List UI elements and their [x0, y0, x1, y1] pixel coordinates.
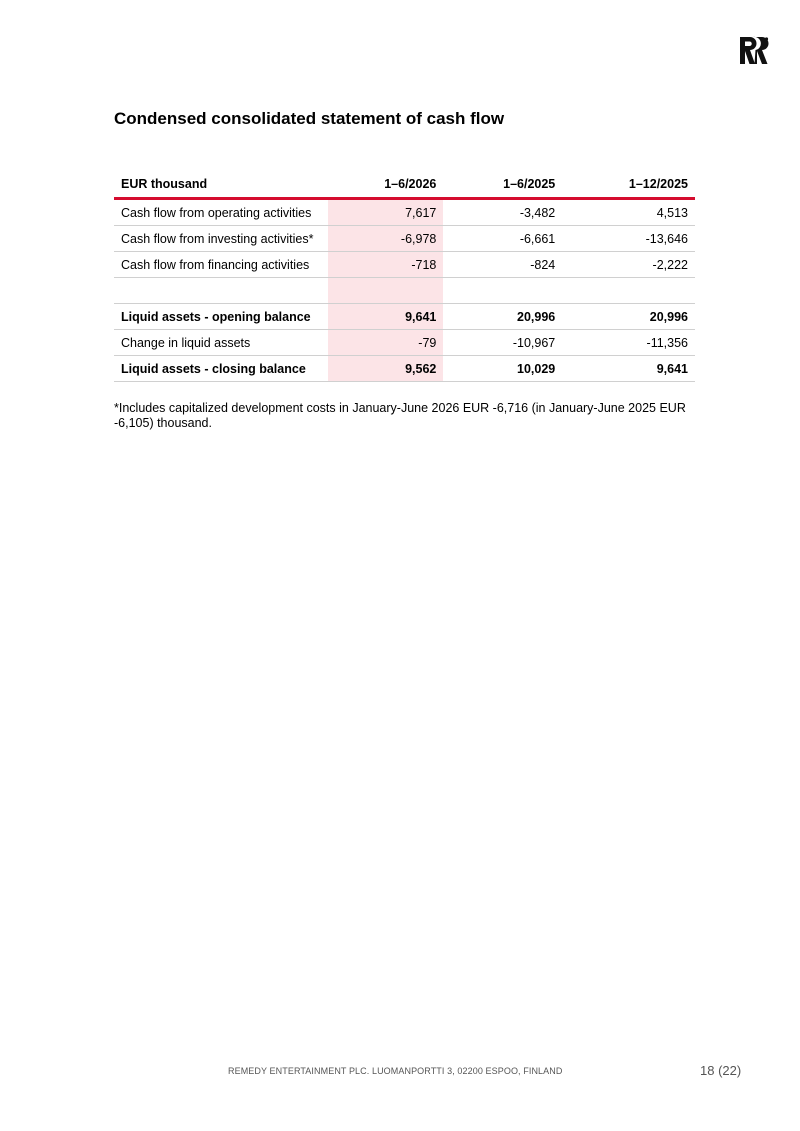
- empty-cell: [114, 278, 328, 304]
- header-period-3: 1–12/2025: [628, 177, 688, 191]
- table-row: [114, 199, 695, 226]
- empty-cell: [562, 278, 695, 304]
- row-label: Liquid assets - closing balance: [121, 361, 306, 376]
- cell-value: -10,967: [512, 335, 556, 350]
- table-row: [114, 226, 695, 252]
- cell-value: -79: [328, 330, 443, 356]
- row-label: Change in liquid assets: [121, 335, 251, 350]
- cell-value: -11,356: [646, 335, 688, 350]
- empty-cell: [443, 278, 562, 304]
- table-header-row: [114, 171, 695, 199]
- remedy-logo-icon: [739, 35, 769, 65]
- table-row-opening-balance: [114, 304, 695, 330]
- cell-value: 4,513: [656, 205, 688, 220]
- row-label: Cash flow from operating activities: [121, 205, 312, 220]
- empty-cell: [328, 278, 443, 304]
- table-row: [114, 252, 695, 278]
- cell-value: 9,641: [656, 361, 688, 376]
- cell-value: -13,646: [645, 231, 688, 246]
- cell-value: -824: [530, 257, 556, 272]
- table-row-change: [114, 330, 695, 356]
- cell-value: -6,661: [519, 231, 556, 246]
- footer-company-address: REMEDY ENTERTAINMENT PLC. LUOMANPORTTI 3, 02200 ESPOO, FINLAND: [228, 1066, 563, 1076]
- page-number: 18 (22): [700, 1063, 742, 1078]
- cell-value: -3,482: [519, 205, 556, 220]
- header-period-2: 1–6/2025: [503, 177, 556, 191]
- cell-value: -6,978: [328, 226, 443, 252]
- cell-value: 20,996: [517, 309, 556, 324]
- cell-value: 20,996: [649, 309, 688, 324]
- footnote: *Includes capitalized development costs in January-June 2026 EUR -6,716 (in January-June 2025 EUR -6,105) thousand.: [114, 401, 686, 430]
- cell-value: 7,617: [328, 199, 443, 226]
- row-label: Liquid assets - opening balance: [121, 309, 311, 324]
- cell-value: 9,562: [328, 356, 443, 382]
- row-label: Cash flow from investing activities*: [121, 231, 314, 246]
- cell-value: 9,641: [328, 304, 443, 330]
- row-label: Cash flow from financing activities: [121, 257, 310, 272]
- table-row-closing-balance: [114, 356, 695, 382]
- spacer-row: [114, 278, 695, 304]
- cash-flow-table: [114, 171, 695, 382]
- page-title: Condensed consolidated statement of cash flow: [114, 109, 505, 128]
- header-period-1: 1–6/2026: [384, 177, 437, 191]
- header-unit: EUR thousand: [121, 177, 208, 191]
- cell-value: -718: [328, 252, 443, 278]
- cell-value: 10,029: [517, 361, 556, 376]
- cell-value: -2,222: [652, 257, 688, 272]
